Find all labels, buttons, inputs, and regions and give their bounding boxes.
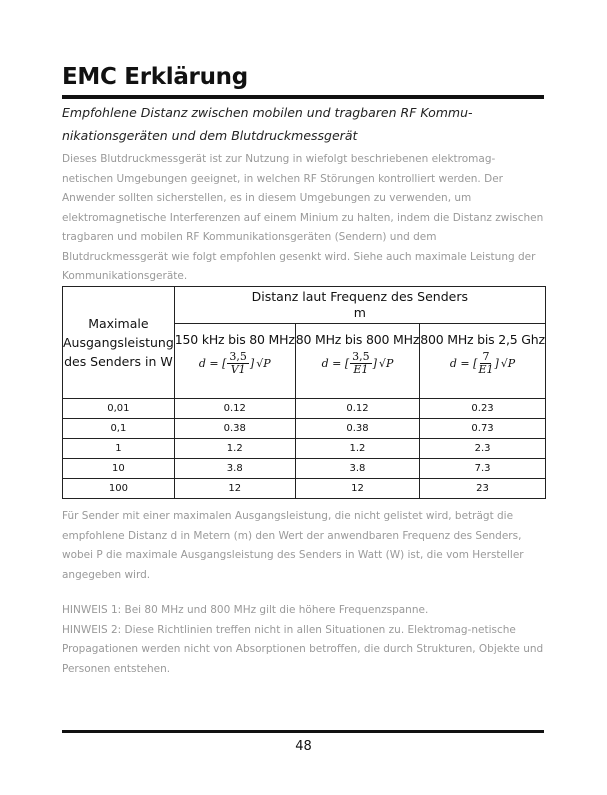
footer-rule [62, 730, 544, 733]
section-subtitle: Empfohlene Distanz zwischen mobilen und tragbaren RF Kommu-nikationsgeräten und dem Blutdruckmessgerät [62, 105, 473, 143]
table-cell: 0.38 [295, 419, 419, 439]
table-cell: 7.3 [420, 459, 546, 479]
formula: d = [ $\frac{7}{E1}$ ] √ P [449, 350, 516, 376]
formula-numerator: 3,5 [352, 350, 370, 363]
table-cell: 2.3 [420, 439, 546, 459]
table-cell: 1.2 [295, 439, 419, 459]
formula-denominator: V1 [230, 363, 246, 376]
formula-lhs: d [198, 357, 206, 370]
formula-radicand: P [385, 357, 394, 370]
header-distance-unit: m [353, 305, 366, 320]
header-max-output: Maximale Ausgangsleistung des Senders in W [63, 287, 175, 399]
emc-distance-table [62, 286, 546, 499]
table-cell: 0.38 [174, 419, 295, 439]
formula-denominator: E1 [353, 363, 369, 376]
after-table-paragraph: Für Sender mit einer maximalen Ausgangsleistung, die nicht gelistet wird, beträgt die empfohlene Distanz d in Metern (m) den Wert der anwendbaren Frequenz des Senders, wobei P die maximale Ausgangsleistung des Senders in Watt (W) ist, die vom Hersteller angegeben wird. [62, 510, 524, 581]
formula-radicand: P [263, 357, 271, 370]
table-cell: 0,01 [63, 399, 175, 419]
formula-radicand: P [507, 357, 516, 370]
table-cell: 23 [420, 479, 546, 499]
formula-lhs: d [449, 357, 457, 370]
table-cell: 0.12 [295, 399, 419, 419]
header-range-2 [295, 324, 419, 399]
table-row [63, 399, 546, 419]
table-cell: 10 [63, 459, 175, 479]
table-row [63, 419, 546, 439]
formula-numerator: 3,5 [229, 350, 247, 363]
formula-numerator: 7 [482, 350, 490, 363]
note-2: HINWEIS 2: Diese Richtlinien treffen nicht in allen Situationen zu. Elektromag-netische Propagationen werden nicht von Absorptionen betroffen, die durch Strukturen, Objekte und Personen entstehen. [62, 623, 544, 675]
table-cell: 100 [63, 479, 175, 499]
intro-paragraph: Dieses Blutdruckmessgerät ist zur Nutzung in wiefolgt beschriebenen elektromag-netischen Umgebungen geeignet, in welchen RF Störungen kontrolliert werden. Der Anwender sollten sicherstellen, es in diesem Umgebungen zu verwenden, um elektromagnetische Interferenzen auf einem Minium zu halten, indem die Distanz zwischen tragbaren und mobilen RF Kommunikationsgeräten (Sendern) und dem Blutdruckmessgerät wie folgt empfohlen gesenkt wird. Siehe auch maximale Leistung der Kommunikationsgeräte. [62, 153, 544, 282]
table-cell: 0.23 [420, 399, 546, 419]
table-cell: 12 [174, 479, 295, 499]
formula: d = [ $\frac{3,5}{E1}$ ] √ P [321, 350, 394, 376]
header-distance-group [174, 287, 545, 324]
header-distance-label: Distanz laut Frequenz des Senders [251, 289, 468, 304]
table-cell: 3.8 [295, 459, 419, 479]
table-row [63, 479, 546, 499]
page-title: EMC Erklärung [62, 64, 248, 90]
table-row [63, 439, 546, 459]
table-cell: 0.73 [420, 419, 546, 439]
table-cell: 1.2 [174, 439, 295, 459]
note-1: HINWEIS 1: Bei 80 MHz und 800 MHz gilt die höhere Frequenzspanne. [62, 604, 429, 616]
formula-denominator: E1 [478, 363, 494, 376]
range-label: 150 kHz bis 80 MHz [174, 332, 295, 347]
table-cell: 3.8 [174, 459, 295, 479]
table-row [63, 459, 546, 479]
table-cell: 0.12 [174, 399, 295, 419]
title-rule [62, 95, 544, 99]
range-label: 800 MHz bis 2,5 Ghz [420, 332, 545, 347]
formula-lhs: d [321, 357, 329, 370]
notes [62, 601, 544, 679]
table-cell: 1 [63, 439, 175, 459]
formula: d = [ $\frac{3,5}{V1}$ ] √ P [198, 350, 271, 376]
header-range-1 [174, 324, 295, 399]
range-label: 80 MHz bis 800 MHz [295, 332, 420, 347]
table-cell: 12 [295, 479, 419, 499]
header-range-3 [420, 324, 546, 399]
page-number: 48 [295, 739, 312, 754]
table-cell: 0,1 [63, 419, 175, 439]
